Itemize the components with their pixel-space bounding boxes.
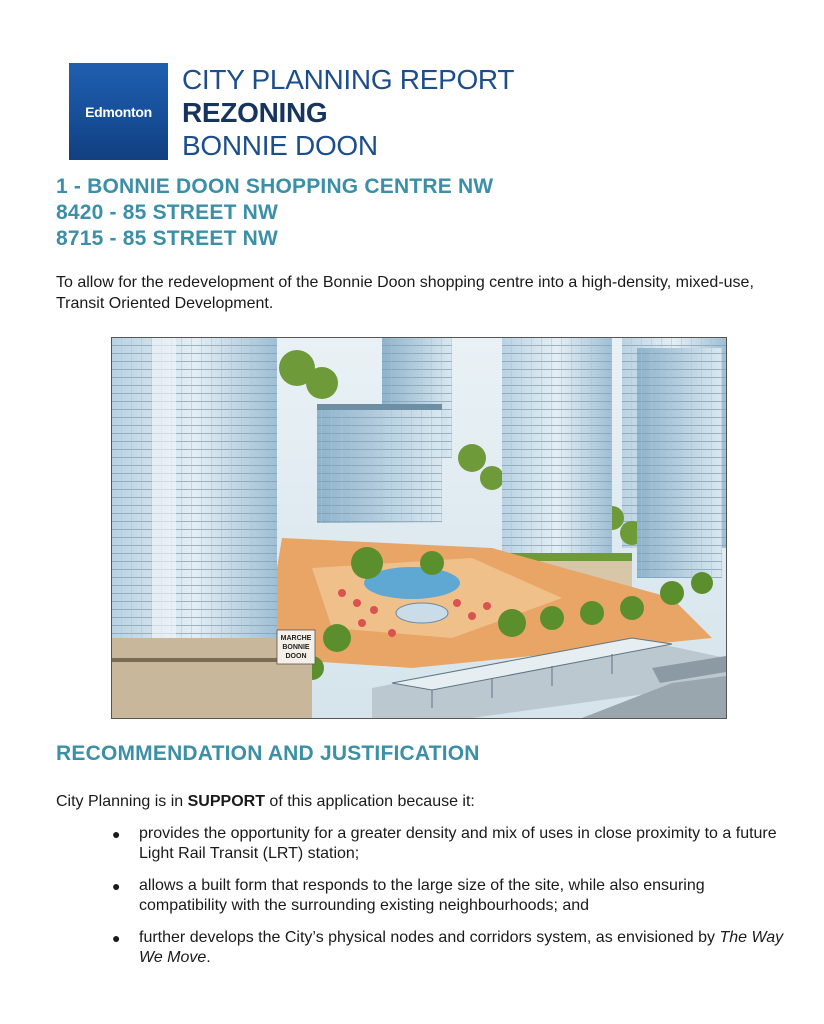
list-item-text: further develops the City’s physical nodes and corridors system, as envisioned by — [139, 929, 720, 946]
list-item — [112, 876, 792, 916]
list-item — [112, 824, 792, 864]
report-area: BONNIE DOON — [182, 130, 378, 161]
bullet-icon: ● — [112, 878, 121, 894]
report-header — [182, 64, 514, 162]
plan-title: The Way We Move — [139, 929, 784, 966]
rendering-illustration — [112, 338, 726, 718]
support-statement — [56, 793, 475, 811]
edmonton-logo — [69, 63, 168, 160]
sign-line-2: BONNIE — [282, 644, 310, 651]
logo-wordmark: Edmonton — [85, 103, 152, 120]
list-item — [112, 928, 792, 968]
justification-list — [112, 824, 792, 980]
bullet-icon: ● — [112, 826, 121, 842]
support-suffix: of this application because it: — [264, 793, 475, 810]
address-line: 1 - BONNIE DOON SHOPPING CENTRE NW — [56, 175, 494, 198]
sign-line-3: DOON — [285, 653, 307, 660]
sign-line-1: MARCHE — [280, 635, 312, 642]
list-item-text: provides the opportunity for a greater density and mix of uses in close proximity to a future Light Rail Transit (LRT) station; — [139, 825, 777, 862]
list-item-text: allows a built form that responds to the large size of the site, while also ensuring compatibility with the surrounding existing neighbourhoods; and — [139, 877, 705, 914]
list-item-end: . — [206, 949, 211, 966]
address-list — [56, 174, 493, 252]
support-prefix: City Planning is in — [56, 793, 188, 810]
bullet-icon: ● — [112, 930, 121, 946]
development-rendering — [111, 337, 727, 719]
address-line: 8420 - 85 STREET NW — [56, 201, 279, 224]
address-line: 8715 - 85 STREET NW — [56, 227, 279, 250]
recommendation-heading: RECOMMENDATION AND JUSTIFICATION — [56, 742, 480, 765]
report-subject: REZONING — [182, 97, 328, 128]
report-type: CITY PLANNING REPORT — [182, 64, 515, 95]
support-keyword: SUPPORT — [187, 793, 265, 810]
intro-paragraph: To allow for the redevelopment of the Bonnie Doon shopping centre into a high-density, mixed-use, Transit Oriented Development. — [56, 274, 754, 312]
